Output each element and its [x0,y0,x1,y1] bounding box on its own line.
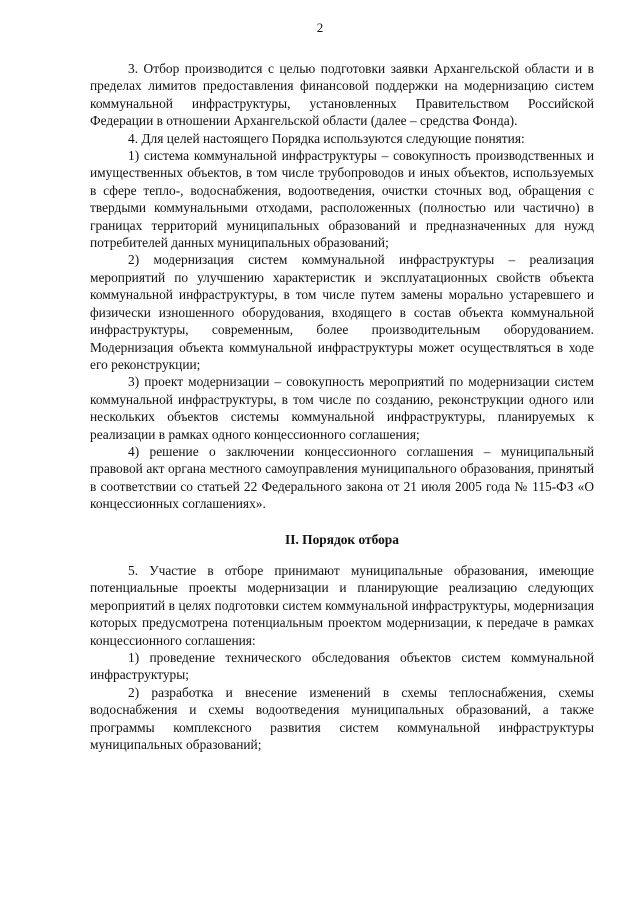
item-2: 2) разработка и внесение изменений в схемы теплоснабжения, схемы водоснабжения и схемы водоотведения муниципальных образований, а также программы комплексного развития систем коммунальной инфраструктуры муниципальных образований; [90,684,594,753]
page-number: 2 [316,20,324,35]
document-body [90,60,594,753]
definition-4: 4) решение о заключении концессионного соглашения – муниципальный правовой акт органа местного самоуправления муниципального образования, принятый в соответствии со статьей 22 Федерального закона от 21 июля 2005 года № 115-ФЗ «О концессионных соглашениях». [90,443,594,512]
section-heading: II. Порядок отбора [285,531,399,547]
item-1: 1) проведение технического обследования объектов систем коммунальной инфраструктуры; [90,650,594,683]
definition-2: 2) модернизация систем коммунальной инфраструктуры – реализация мероприятий по улучшению характеристик и эксплуатационных свойств объекта коммунальной инфраструктуры, в том числе путем замены морально устаревшего и физически изношенного оборудования, входящего в состав объекта коммунальной инфраструктуры, современным, более производительным оборудованием. Модернизация объекта коммунальной инфраструктуры может осуществляться в ходе его реконструкции; [90,252,594,372]
definition-3: 3) проект модернизации – совокупность мероприятий по модернизации систем коммунальной инфраструктуры, в том числе по созданию, реконструкции одного или нескольких объектов системы коммунальной инфраструктуры, планируемых к реализации в рамках одного концессионного соглашения; [90,374,594,442]
paragraph-5: 5. Участие в отборе принимают муниципальные образования, имеющие потенциальные проекты модернизации и планирующие реализацию следующих мероприятий в целях подготовки систем коммунальной инфраструктуры, модернизация которых предусмотрена потенциальным проектом модернизации, к передаче в рамках концессионного соглашения: [90,562,594,648]
definition-1: 1) система коммунальной инфраструктуры – совокупность производственных и имущественных объектов, в том числе трубопроводов и иных объектов, используемых в сфере тепло-, водоснабжения, водоотведения, очистки сточных вод, обращения с твердыми коммунальными отходами, расположенных (полностью или частично) в границах территорий муниципальных образований и предназначенных для нужд потребителей данных муниципальных образований; [90,148,594,251]
paragraph-4: 4. Для целей настоящего Порядка используются следующие понятия: [128,130,525,146]
paragraph-3: 3. Отбор производится с целью подготовки заявки Архангельской области и в пределах лимитов предоставления финансовой поддержки на модернизацию систем коммунальной инфраструктуры, установленных Правительством Российской Федерации в отношении Архангельской области (далее – средства Фонда). [90,61,594,129]
